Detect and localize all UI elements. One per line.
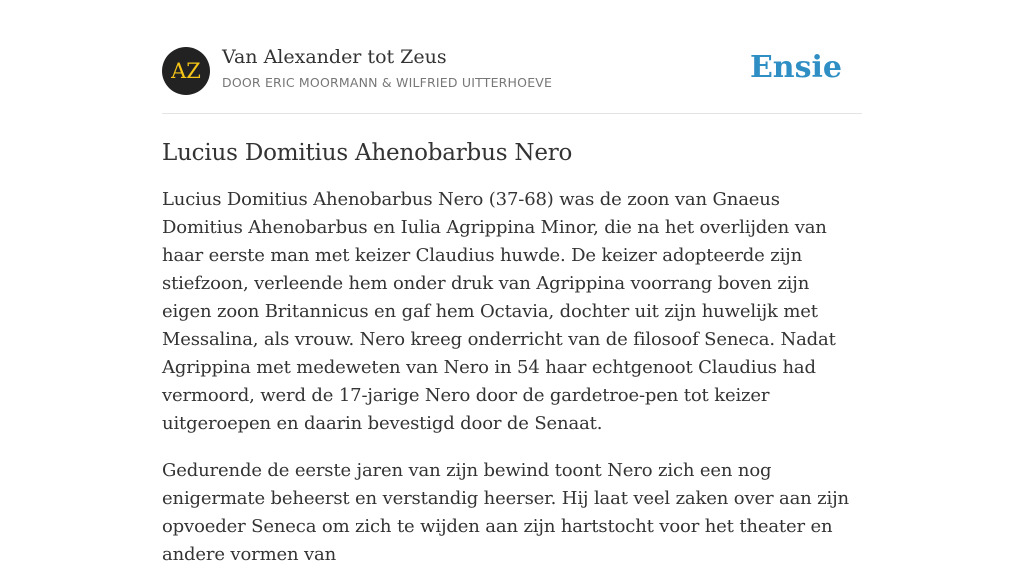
article-title: Lucius Domitius Ahenobarbus Nero [162, 140, 573, 166]
article-paragraph: Lucius Domitius Ahenobarbus Nero (37-68) was de zoon van Gnaeus Domitius Ahenobarbus en Iulia Agrippina Minor, die na het overlijden van haar eerste man met keizer Claudius huwde. De keizer adopteerde zijn stiefzoon, verleende hem onder druk van Agrippina voorrang boven zijn eigen zoon Britannicus en gaf hem Octavia, dochter uit zijn huwelijk met Messalina, als vrouw. Nero kreeg onderricht van de filosoof Seneca. Nadat Agrippina met medeweten van Nero in 54 haar echtgenoot Claudius had vermoord, werd de 17-jarige Nero door de gardetroe-pen tot keizer uitgeroepen en daarin bevestigd door de Senaat. [162, 189, 836, 434]
header-divider [162, 113, 862, 114]
book-authors: DOOR ERIC MOORMANN & WILFRIED UITTERHOEVE [222, 75, 553, 90]
ensie-logo[interactable]: Ensie [749, 50, 842, 85]
article [162, 134, 864, 569]
article-paragraph: Gedurende de eerste jaren van zijn bewind toont Nero zich een nog enigermate beheerst en verstandig heerser. Hij laat veel zaken over aan zijn opvoeder Seneca om zich te wijden aan zijn hartstocht voor het theater en andere vormen van [162, 460, 849, 565]
book-header [162, 44, 862, 96]
book-avatar[interactable]: AZ [162, 47, 210, 95]
book-title[interactable]: Van Alexander tot Zeus [222, 46, 447, 68]
